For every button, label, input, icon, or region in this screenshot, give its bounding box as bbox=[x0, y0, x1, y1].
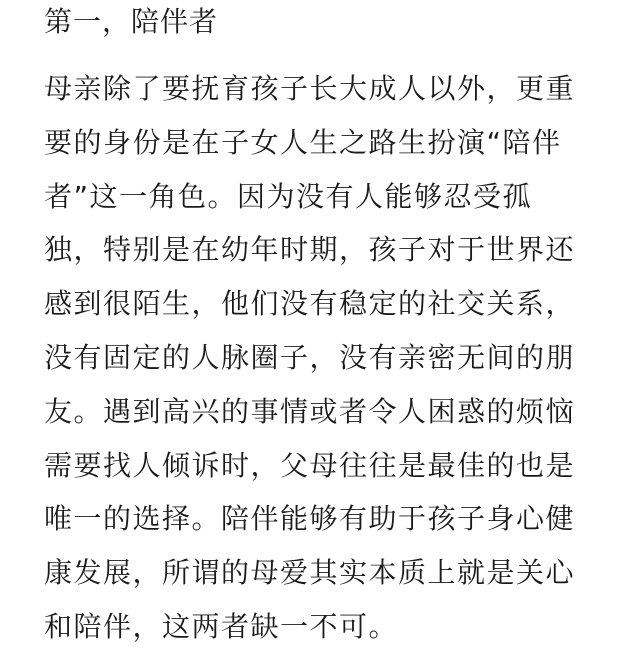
paragraph-line: 康发展，所谓的母爱其实本质上就是关心 bbox=[44, 556, 576, 590]
paragraph-line: 需要找人倾诉时，父母往往是最佳的也是 bbox=[44, 448, 576, 482]
paragraph-line: 独，特别是在幼年时期，孩子对于世界还 bbox=[44, 233, 576, 267]
article-paragraph bbox=[44, 62, 616, 654]
paragraph-line: 友。遇到高兴的事情或者令人困惑的烦恼 bbox=[44, 394, 576, 428]
paragraph-line: 和陪伴，这两者缺一不可。 bbox=[44, 609, 399, 643]
paragraph-line: 母亲除了要抚育孩子长大成人以外，更重 bbox=[44, 72, 576, 105]
paragraph-line: 唯一的选择。陪伴能够有助于孩子身心健 bbox=[44, 502, 576, 536]
paragraph-line: 要的身份是在子女人生之路生扮演“陪伴 bbox=[44, 125, 562, 159]
section-heading: 第一，陪伴者 bbox=[44, 5, 219, 38]
paragraph-line: 者”这一角色。因为没有人能够忍受孤 bbox=[44, 179, 533, 213]
paragraph-line: 没有固定的人脉圈子，没有亲密无间的朋 bbox=[44, 340, 576, 374]
paragraph-line: 感到很陌生，他们没有稳定的社交关系， bbox=[44, 287, 576, 321]
